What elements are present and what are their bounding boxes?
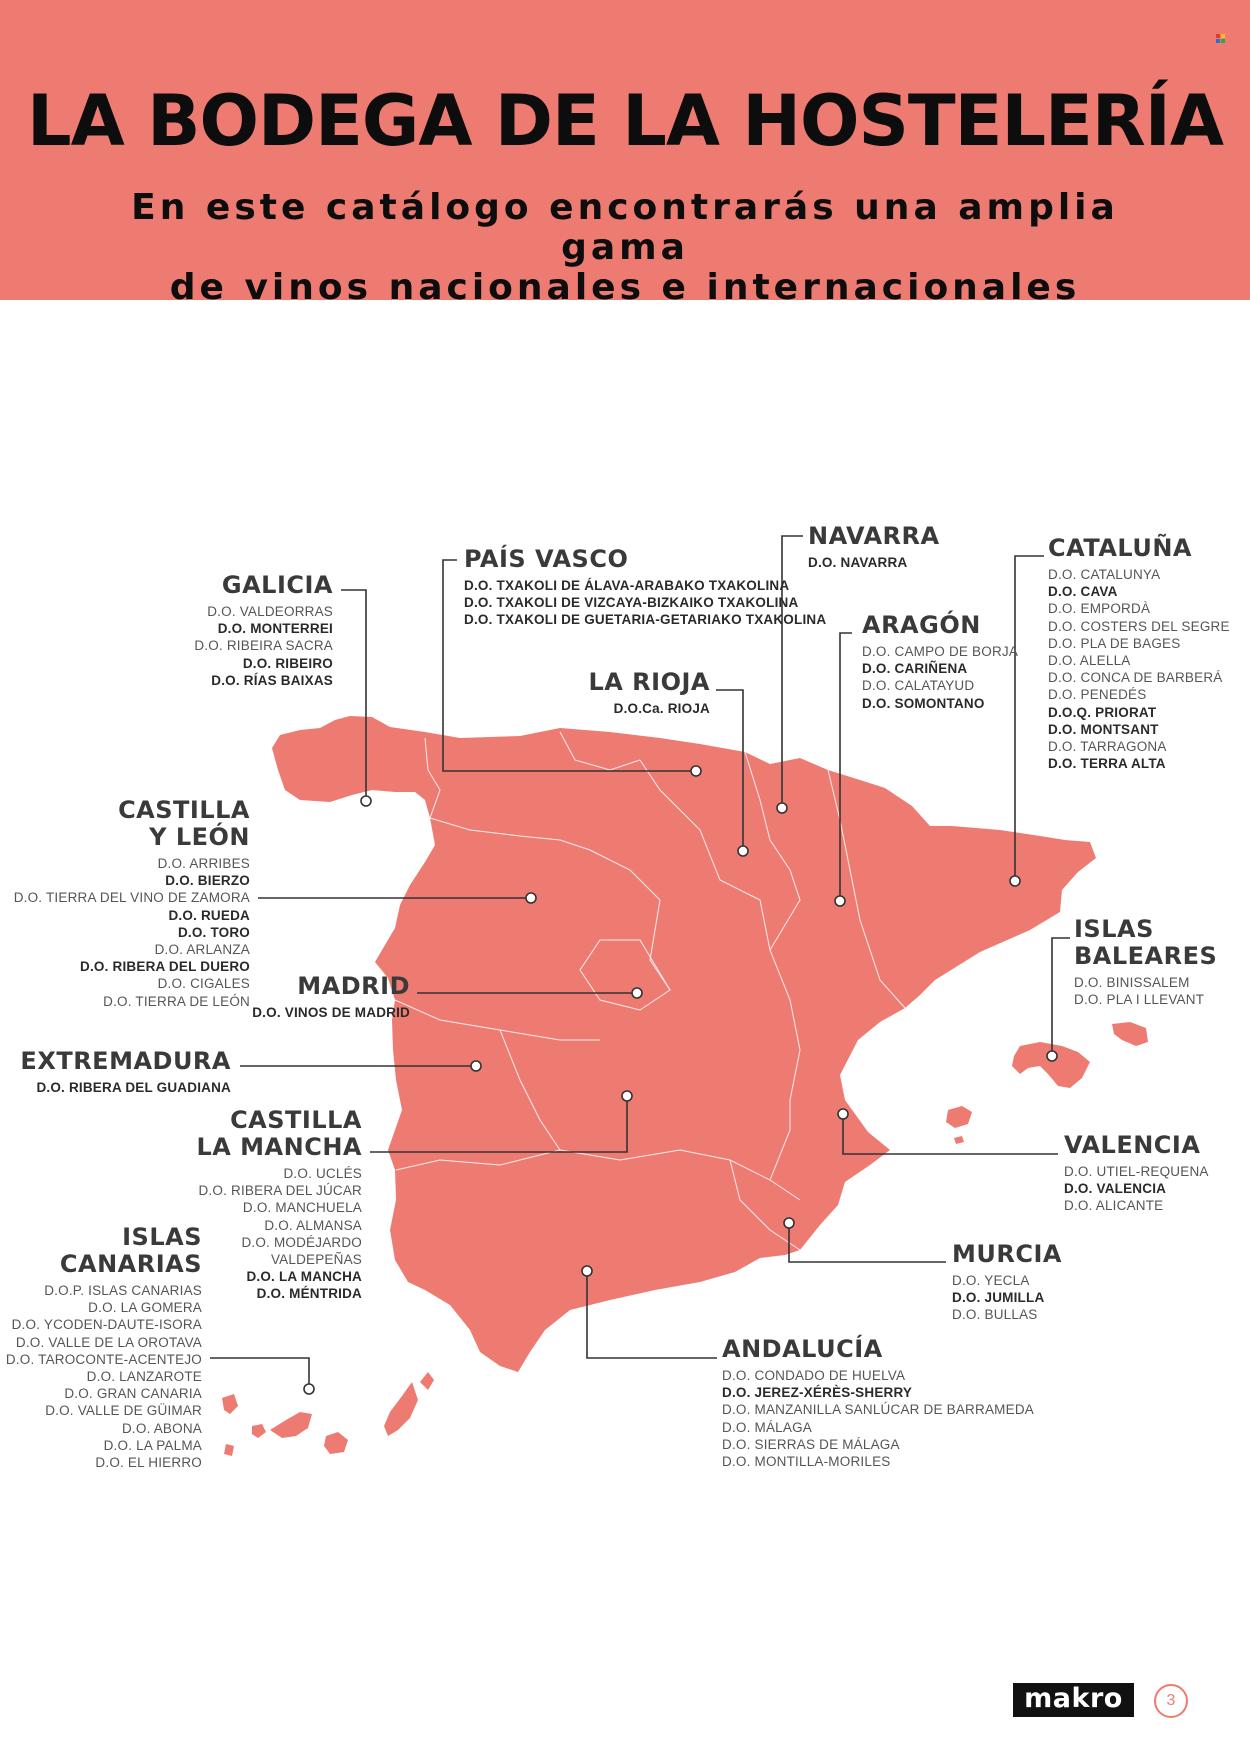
do-item: D.O. VALLE DE LA OROTAVA: [15, 1334, 202, 1350]
do-list: [194, 603, 333, 689]
marker-la-rioja: [738, 846, 748, 856]
region-name: PAÍS VASCO: [464, 545, 629, 573]
do-item: D.O. YECLA: [952, 1273, 1030, 1288]
do-item: D.O. CARIÑENA: [862, 661, 968, 677]
region-name-line-1: ISLAS: [1074, 915, 1154, 943]
do-list: [722, 1367, 1034, 1470]
do-item: D.O. BINISSALEM: [1074, 975, 1190, 990]
region-la-rioja: [588, 669, 710, 717]
do-item: D.O. SIERRAS DE MÁLAGA: [722, 1436, 900, 1452]
marker-islas-canarias: [304, 1384, 314, 1394]
region-name-line-2: Y LEÓN: [149, 823, 250, 851]
leader-cataluna: [1015, 556, 1044, 881]
marker-aragon: [835, 896, 845, 906]
marker-castilla-la-mancha: [622, 1091, 632, 1101]
canary-fuerteventura: [384, 1382, 418, 1436]
region-name: MURCIA: [952, 1240, 1062, 1268]
do-item: D.O. RIBEIRO: [242, 655, 333, 671]
region-cataluna: [1048, 535, 1230, 772]
region-name: ANDALUCÍA: [722, 1335, 883, 1363]
canary-gran-canaria: [324, 1432, 348, 1454]
do-item: D.O. LA PALMA: [103, 1437, 202, 1453]
region-name: CATALUÑA: [1048, 534, 1192, 562]
do-item: D.O. CONCA DE BARBERÁ: [1048, 670, 1223, 686]
region-madrid: [252, 973, 410, 1021]
do-item: D.O. RÍAS BAIXAS: [211, 672, 333, 688]
region-name: VALENCIA: [1064, 1131, 1201, 1159]
do-item: D.O. UCLÉS: [283, 1166, 362, 1181]
region-name-line-2: BALEARES: [1074, 942, 1218, 970]
do-item: D.O. BIERZO: [165, 873, 250, 889]
do-item: D.O. CAVA: [1048, 584, 1118, 600]
do-list: [14, 855, 250, 1010]
do-item: D.O. MÁLAGA: [722, 1419, 812, 1435]
do-item: D.O. TAROCONTE-ACENTEJO: [5, 1351, 202, 1367]
marker-cataluna: [1010, 876, 1020, 886]
do-item: D.O. MANCHUELA: [242, 1200, 362, 1216]
do-item: D.O. ARRIBES: [157, 856, 250, 871]
canary-hierro: [222, 1394, 238, 1414]
do-item: D.O. SOMONTANO: [862, 695, 985, 711]
do-item: D.O. TXAKOLI DE GUETARIA-GETARIAKO TXAKOLINA: [464, 612, 827, 628]
do-item: D.O. CIGALES: [157, 976, 250, 992]
do-list: [862, 643, 1018, 712]
region-castilla-la-mancha: [196, 1107, 362, 1303]
do-item: D.O. NAVARRA: [808, 555, 908, 570]
do-item: D.O. ALICANTE: [1064, 1198, 1164, 1214]
region-name-line-2: CANARIAS: [59, 1250, 202, 1278]
do-item: D.O. PENEDÉS: [1048, 687, 1147, 703]
do-item: D.O. GRAN CANARIA: [64, 1386, 202, 1402]
region-islas-canarias: [6, 1224, 202, 1471]
region-andalucia: [722, 1336, 1034, 1470]
region-name: EXTREMADURA: [20, 1047, 231, 1075]
region-name: GALICIA: [221, 571, 333, 599]
do-item: D.O. RIBERA DEL GUADIANA: [36, 1080, 231, 1095]
do-item: D.O. MANZANILLA SANLÚCAR DE BARRAMEDA: [722, 1402, 1034, 1418]
do-item: D.O. CAMPO DE BORJA: [862, 644, 1019, 659]
region-name: NAVARRA: [808, 522, 940, 550]
do-item: D.O. PLA DE BAGES: [1048, 635, 1181, 651]
marker-navarra: [777, 803, 787, 813]
do-item: D.O. CATALUNYA: [1048, 567, 1161, 582]
region-aragon: [862, 612, 1018, 712]
region-navarra: [808, 523, 940, 571]
do-list: [196, 1165, 362, 1303]
subtitle-line-1: En este catálogo encontrarás una amplia gama: [131, 187, 1119, 268]
do-item: D.O. UTIEL-REQUENA: [1064, 1164, 1209, 1179]
do-item: D.O. EL HIERRO: [95, 1455, 202, 1471]
marker-extremadura: [471, 1061, 481, 1071]
do-item: D.O. YCODEN-DAUTE-ISORA: [11, 1317, 202, 1333]
do-item: D.O.P. ISLAS CANARIAS: [44, 1283, 202, 1298]
region-murcia: [952, 1241, 1062, 1324]
region-name: ARAGÓN: [862, 611, 981, 639]
do-list: [252, 1004, 410, 1021]
do-item: D.O. VALDEORRAS: [207, 604, 333, 619]
do-list: [1064, 1163, 1209, 1215]
do-item: D.O. RUEDA: [168, 907, 250, 923]
do-item: D.O. PLA I LLEVANT: [1074, 992, 1205, 1008]
leader-islas-baleares: [1052, 938, 1070, 1056]
do-list: [464, 577, 826, 629]
do-item: D.O. RIBEIRA SACRA: [194, 638, 333, 654]
do-item: D.O. MONTSANT: [1048, 721, 1159, 737]
do-list: [588, 700, 710, 717]
do-item: D.O. ALMANSA: [264, 1217, 362, 1233]
do-item: D.O. VALENCIA: [1064, 1181, 1167, 1197]
do-item: D.O. LA GOMERA: [88, 1300, 202, 1316]
do-item: VALDEPEÑAS: [270, 1252, 362, 1268]
marker-castilla-leon: [526, 893, 536, 903]
page-number: 3: [1154, 1684, 1188, 1718]
region-name-line-1: ISLAS: [122, 1223, 202, 1251]
region-name: MADRID: [297, 972, 410, 1000]
do-item: D.O. ARLANZA: [154, 942, 250, 958]
region-name: LA RIOJA: [588, 668, 710, 696]
do-list: [952, 1272, 1062, 1324]
do-item: D.O. VINOS DE MADRID: [252, 1005, 410, 1020]
do-item: D.O. EMPORDÀ: [1048, 601, 1151, 617]
subtitle-line-2: de vinos nacionales e internacionales: [169, 267, 1081, 308]
region-name-line-1: CASTILLA: [118, 796, 250, 824]
leader-islas-canarias: [210, 1358, 309, 1389]
marker-madrid: [632, 988, 642, 998]
formentera-shape: [954, 1136, 964, 1144]
do-item: D.O.Ca. RIOJA: [613, 701, 710, 716]
region-extremadura: [20, 1048, 231, 1096]
menorca-shape: [1112, 1022, 1148, 1046]
do-list: [20, 1079, 231, 1096]
do-item: D.O. TARRAGONA: [1048, 739, 1167, 755]
do-item: D.O. TXAKOLI DE VIZCAYA-BIZKAIKO TXAKOLINA: [464, 595, 799, 611]
region-valencia: [1064, 1132, 1209, 1215]
do-item: D.O.Q. PRIORAT: [1048, 704, 1157, 720]
do-item: D.O. ALELLA: [1048, 653, 1131, 669]
canary-gomera: [252, 1424, 266, 1438]
marker-valencia: [838, 1109, 848, 1119]
do-item: D.O. RIBERA DEL JÚCAR: [198, 1183, 362, 1199]
do-item: D.O. TIERRA DE LEÓN: [103, 993, 250, 1009]
region-galicia: [194, 572, 333, 689]
ibiza-shape: [946, 1106, 972, 1128]
do-item: D.O. TORO: [177, 924, 250, 940]
do-list: [1048, 566, 1230, 772]
region-pais-vasco: [464, 546, 826, 629]
marker-galicia: [361, 796, 371, 806]
region-name-line-2: LA MANCHA: [196, 1133, 362, 1161]
do-list: [6, 1282, 202, 1471]
marker-murcia: [784, 1218, 794, 1228]
canary-palma: [224, 1444, 234, 1456]
do-list: [1074, 974, 1217, 1008]
do-item: D.O. LANZAROTE: [86, 1369, 202, 1385]
do-item: D.O. TIERRA DEL VINO DE ZAMORA: [13, 890, 250, 906]
do-item: D.O. CONDADO DE HUELVA: [722, 1368, 906, 1383]
region-name-line-1: CASTILLA: [230, 1106, 362, 1134]
do-list: [808, 554, 940, 571]
do-item: D.O. MONTERREI: [217, 621, 333, 637]
do-item: D.O. TXAKOLI DE ÁLAVA-ARABAKO TXAKOLINA: [464, 578, 790, 593]
region-islas-baleares: [1074, 916, 1217, 1008]
do-item: D.O. MODÉJARDO: [241, 1234, 362, 1250]
marker-pais-vasco: [691, 766, 701, 776]
do-item: D.O. COSTERS DEL SEGRE: [1048, 618, 1230, 634]
region-castilla-leon: [14, 797, 250, 1010]
do-item: D.O. VALLE DE GÜIMAR: [45, 1403, 202, 1419]
canary-lanzarote: [420, 1372, 434, 1390]
do-item: D.O. JEREZ-XÉRÈS-SHERRY: [722, 1385, 913, 1401]
do-item: D.O. MÉNTRIDA: [256, 1286, 362, 1302]
do-item: D.O. BULLAS: [952, 1307, 1038, 1323]
do-item: D.O. JUMILLA: [952, 1290, 1045, 1306]
mallorca-shape: [1012, 1042, 1090, 1088]
canary-tenerife: [270, 1412, 312, 1438]
do-item: D.O. RIBERA DEL DUERO: [80, 959, 250, 975]
marker-andalucia: [582, 1266, 592, 1276]
marker-islas-baleares: [1047, 1051, 1057, 1061]
do-item: D.O. ABONA: [121, 1420, 202, 1436]
makro-logo: makro: [1013, 1683, 1134, 1717]
do-item: D.O. LA MANCHA: [246, 1269, 362, 1285]
do-item: D.O. MONTILLA-MORILES: [722, 1454, 891, 1470]
page-title: LA BODEGA DE LA HOSTELERÍA: [27, 80, 1223, 162]
do-item: D.O. TERRA ALTA: [1048, 756, 1166, 772]
do-item: D.O. CALATAYUD: [862, 678, 975, 694]
